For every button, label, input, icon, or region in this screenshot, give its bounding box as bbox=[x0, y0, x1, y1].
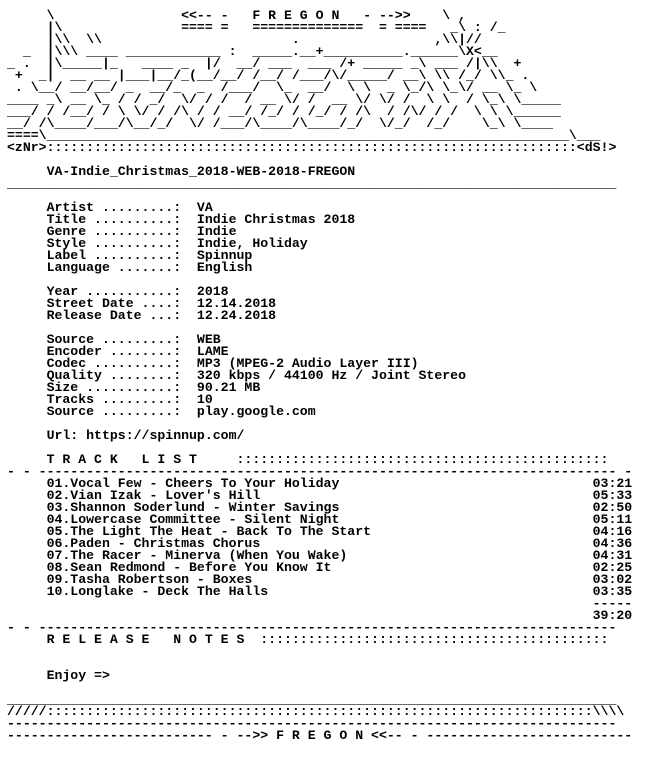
nfo-line: 09.Tasha Robertson - Boxes 03:02 bbox=[7, 572, 633, 587]
nfo-line: Tracks .........: 10 bbox=[7, 392, 213, 407]
nfo-line: Release Date ...: 12.24.2018 bbox=[7, 308, 277, 323]
nfo-line: ----- bbox=[7, 596, 633, 611]
nfo-line: 08.Sean Redmond - Before You Know It 02:25 bbox=[7, 560, 633, 575]
nfo-line: Enjoy => bbox=[7, 668, 110, 683]
nfo-line: Size ...........: 90.21 MB bbox=[7, 380, 261, 395]
nfo-line: 05.The Light The Heat - Back To The Start 04:16 bbox=[7, 524, 633, 539]
nfo-line: Label ..........: Spinnup bbox=[7, 248, 253, 263]
nfo-line: -------------------------- - -->> F R E G O N <<-- - -------------------------- bbox=[7, 728, 633, 743]
nfo-line: + _| __ __ |___|__/_(__/__/ /__/ /___/\/_____/ __\ \\ /_/ \\_ . bbox=[7, 68, 530, 83]
nfo-line: __/ /\____/___/\__/_/ \/ /___/\____/\____/_/ \/_/ /_/ \_\ \____ bbox=[7, 116, 554, 131]
nfo-line: Year ...........: 2018 bbox=[7, 284, 229, 299]
nfo-line: 01.Vocal Few - Cheers To Your Holiday 03:21 bbox=[7, 476, 633, 491]
nfo-line: R E L E A S E N O T E S :::::::::::::::::::::::::::::::::::::::::::: bbox=[7, 632, 609, 647]
nfo-line: \ <<-- - F R E G O N - -->> \ , bbox=[7, 8, 466, 23]
nfo-line: 02.Vian Izak - Lover's Hill 05:33 bbox=[7, 488, 633, 503]
nfo-line: <zNr>:::::::::::::::::::::::::::::::::::::::::::::::::::::::::::::::::::<dS!> bbox=[7, 140, 617, 155]
nfo-line: 03.Shannon Soderlund - Winter Savings 02:50 bbox=[7, 500, 633, 515]
nfo-line: Genre ..........: Indie bbox=[7, 224, 237, 239]
nfo-line: - - ------------------------------------------------------------------------- - bbox=[7, 464, 633, 479]
nfo-line: _ |\\\ ____ ____________ : _____.__+__________.______\X<__ bbox=[7, 44, 498, 59]
nfo-line: . \__/ __/__/ _ __/_ _ /___/ \_ __/ \ \ _ \_/\ \_\/ __ \_ \ bbox=[7, 80, 538, 95]
nfo-line: Style ..........: Indie, Holiday bbox=[7, 236, 308, 251]
nfo-line: /////:::::::::::::::::::::::::::::::::::::::::::::::::::::::::::::::::::::\\\\ bbox=[7, 704, 625, 719]
nfo-line: ====\__________________________________________________________________\___ bbox=[7, 128, 601, 143]
nfo-line: ----------------------------------------------------------------------------- bbox=[7, 716, 617, 731]
nfo-line: Encoder ........: LAME bbox=[7, 344, 229, 359]
nfo-line bbox=[7, 646, 648, 658]
nfo-line: Source .........: play.google.com bbox=[7, 404, 316, 419]
nfo-line: 39:20 bbox=[7, 608, 633, 623]
nfo-line: Quality ........: 320 kbps / 44100 Hz / Joint Stereo bbox=[7, 368, 466, 383]
nfo-line: VA-Indie_Christmas_2018-WEB-2018-FREGON bbox=[7, 164, 356, 179]
nfo-line: Artist .........: VA bbox=[7, 200, 213, 215]
nfo-line: ___/ / /__/ / \ \/ / /\ / / __/ /_/ / /_/ / /\ / /\/ / / \ \ \______ bbox=[7, 104, 561, 119]
nfo-line: _ . |\_____|_ ____ _ |/ __/ ___ ___ /+ _____ _\ ___ /|\\ + bbox=[7, 56, 522, 71]
nfo-line: _____________________________________________________________________________ bbox=[7, 692, 617, 707]
nfo-line: T R A C K L I S T ::::::::::::::::::::::::::::::::::::::::::::::: bbox=[7, 452, 609, 467]
nfo-line: |\ ==== = ============== = ==== _\ : /_ bbox=[7, 20, 506, 35]
nfo-line: Street Date ....: 12.14.2018 bbox=[7, 296, 277, 311]
nfo-line: Codec ..........: MP3 (MPEG-2 Audio Layer III) bbox=[7, 356, 419, 371]
nfo-line: ____ _\ __ \_ / / _/ \/ / / / __ \/ / __ \/ \/ / \ \ / \_\ \_____ bbox=[7, 92, 561, 107]
nfo-line: 07.The Racer - Minerva (When You Wake) 04:31 bbox=[7, 548, 633, 563]
nfo-line: 10.Longlake - Deck The Halls 03:35 bbox=[7, 584, 633, 599]
nfo-line: |\\ \\ . ,\\|// bbox=[7, 32, 482, 47]
nfo-line: Language .......: English bbox=[7, 260, 253, 275]
nfo-line: Url: https://spinnup.com/ bbox=[7, 428, 245, 443]
nfo-line: 04.Lowercase Committee - Silent Night 05:11 bbox=[7, 512, 633, 527]
nfo-line: Title ..........: Indie Christmas 2018 bbox=[7, 212, 356, 227]
nfo-line: Source .........: WEB bbox=[7, 332, 221, 347]
nfo-line: - - ------------------------------------------------------------------------- bbox=[7, 620, 617, 635]
nfo-line: 06.Paden - Christmas Chorus 04:36 bbox=[7, 536, 633, 551]
nfo-line: _____________________________________________________________________________ bbox=[7, 176, 617, 191]
